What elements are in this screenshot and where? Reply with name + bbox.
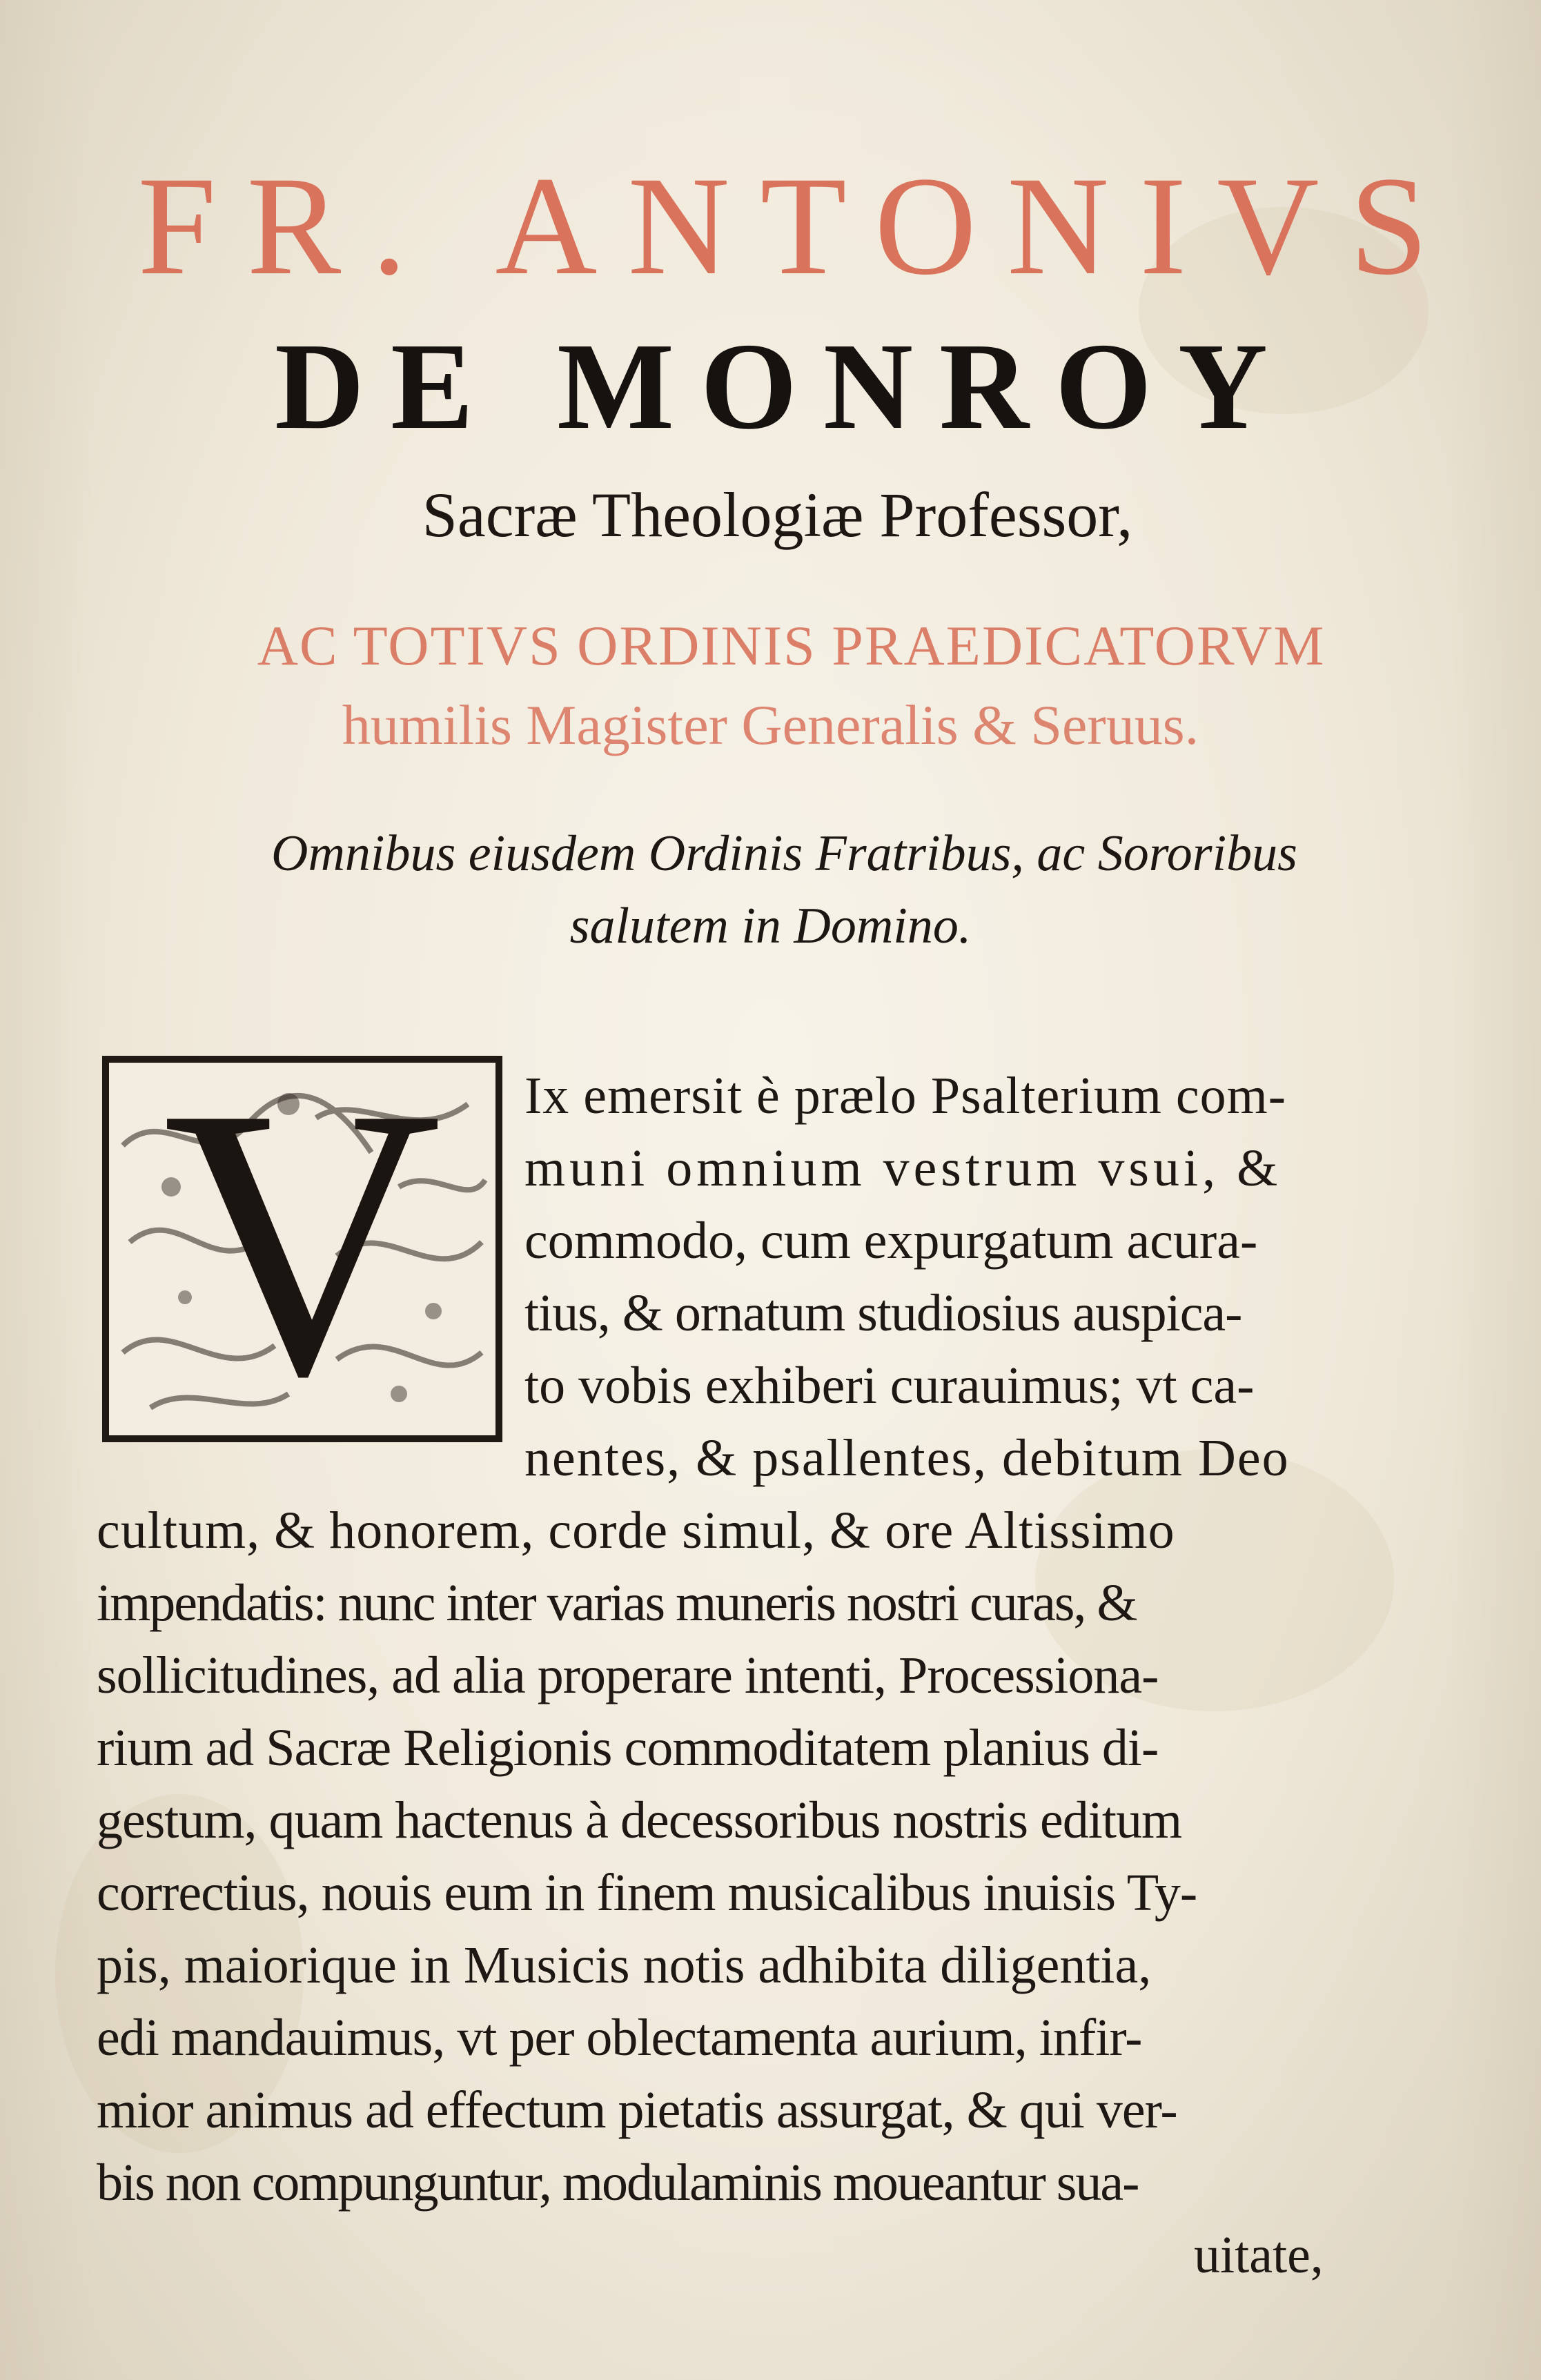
body-line: gestum, quam hactenus à decessoribus nostris editum [97, 1791, 1182, 1849]
greeting-line-1: Omnibus eiusdem Ordinis Fratribus, ac Sororibus [271, 825, 1297, 882]
body-line: sollicitudines, ad alia properare intenti, Processiona- [97, 1646, 1159, 1704]
body-line: bis non compunguntur, modulaminis moueantur sua- [97, 2154, 1139, 2212]
greeting-line-2: salutem in Domino. [569, 898, 972, 954]
catchword: uitate, [1194, 2226, 1324, 2284]
body-line: rium ad Sacræ Religionis commoditatem planius di- [97, 1719, 1159, 1777]
body-line: tius, & ornatum studiosius auspica- [524, 1284, 1242, 1342]
author-title: Sacræ Theologiæ Professor, [422, 480, 1133, 550]
author-surname: DE MONROY [275, 317, 1294, 455]
body-line: correctius, nouis eum in finem musicalibus inuisis Ty- [97, 1864, 1197, 1922]
body-line: pis, maiorique in Musicis notis adhibita diligentia, [97, 1936, 1152, 1994]
body-line: to vobis exhiberi curauimus; vt ca- [524, 1357, 1255, 1415]
initial-letter: V [162, 1028, 442, 1456]
order-heading: AC TOTIVS ORDINIS PRAEDICATORVM [257, 614, 1326, 677]
body-line: muni omnium vestrum vsui, & [524, 1139, 1282, 1197]
body-line: Ix emersit è prælo Psalterium com- [524, 1067, 1287, 1125]
decorated-initial [102, 1028, 502, 1456]
body-line: commodo, cum expurgatum acura- [524, 1212, 1258, 1270]
body-line: edi mandauimus, vt per oblectamenta aurium, infir- [97, 2009, 1142, 2067]
order-subheading: humilis Magister Generalis & Seruus. [342, 694, 1199, 756]
body-line: nentes, & psallentes, debitum Deo [524, 1429, 1290, 1487]
body-line: impendatis: nunc inter varias muneris nostri curas, & [97, 1574, 1137, 1632]
body-line: mior animus ad effectum pietatis assurgat, & qui ver- [97, 2081, 1177, 2139]
body-line: cultum, & honorem, corde simul, & ore Altissimo [97, 1502, 1175, 1560]
author-name-red: FR. ANTONIVS [137, 148, 1459, 304]
